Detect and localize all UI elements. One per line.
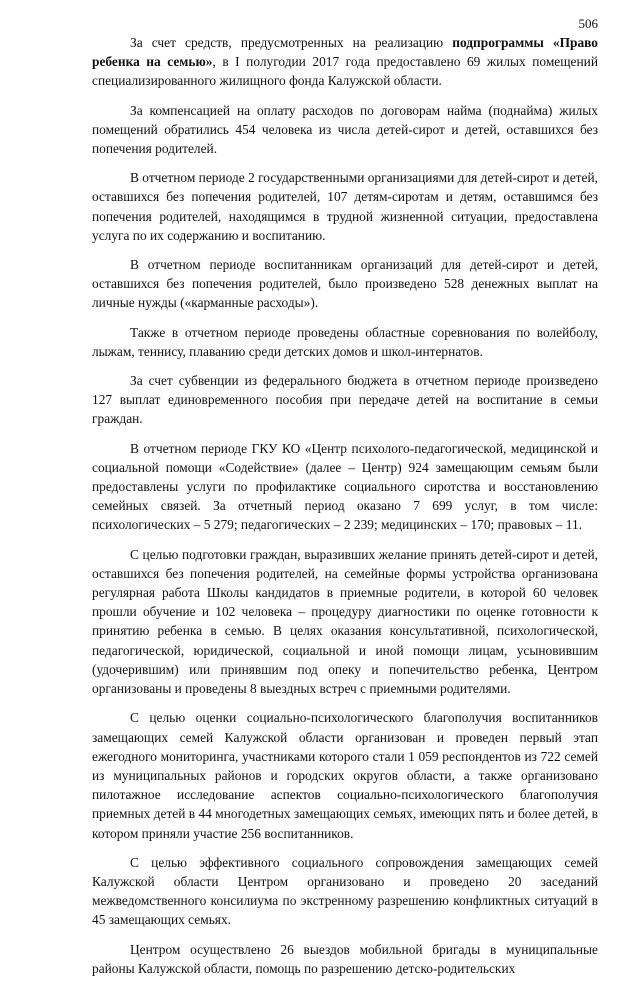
paragraph [92,168,598,245]
paragraph-text: , в I полугодии 2017 года предоставлено 69 жилых помещений специализированного жилищного фонда Калужской области. [92,54,599,89]
paragraph [92,101,598,159]
paragraph-text: Также в отчетном периоде проведены областные соревнования по волейболу, лыжам, теннису, плаванию среди детских домов и школ-интернатов. [92,324,598,359]
paragraph [92,940,598,978]
paragraph-text: За счет субвенции из федерального бюджета в отчетном периоде произведено 127 выплат единовременного пособия при передаче детей на воспитание в семьи граждан. [92,373,598,427]
paragraph-text: В отчетном периоде 2 государственными организациями для детей-сирот и детей, оставшихся без попечения родителей, 107 детям-сиротам и детям, оставшимся без попечения родителей, находящимся в трудной жизненной ситуации, предоставлена услуга по их содержанию и воспитанию. [92,170,598,243]
paragraph [92,255,598,313]
paragraph-text: За компенсацией на оплату расходов по договорам найма (поднайма) жилых помещений обратились 454 человека из числа детей-сирот и детей, оставшихся без попечения родителей. [92,102,598,157]
paragraph-text: В отчетном периоде ГКУ КО «Центр психолого-педагогической, медицинской и социальной помощи «Содействие» (далее – Центр) 924 замещающим семьям были предоставлены услуги по профилактике социального сиротства и восстановлению семейных связей. За отчетный период оказано 7 699 услуг, в том числе: психологических – 5 279; педагогических – 2 239; медицинских – 170; правовых – 11. [92,440,598,533]
page-number: 506 [578,16,598,31]
paragraph-text: С целью оценки социально-психологического благополучия воспитанников замещающих семей Калужской области организован и проведен первый этап ежегодного мониторинга, участниками которого стали 1 059 респондентов из 722 семей из муниципальных районов и городских округов области, а также организовано пилотажное исследование аспектов социально-психологического благополучия приемных детей в 44 многодетных замещающих семьях, имеющих пять и более детей, в котором приняли участие 256 воспитанников. [92,710,598,841]
paragraph [92,371,598,429]
paragraph-text: С целью эффективного социального сопровождения замещающих семей Калужской области Центром организовано и проведено 20 заседаний межведомственного консилиума по экстренному разрешению конфликтных ситуаций в 45 замещающих семьях. [92,854,598,928]
paragraph [92,323,598,361]
paragraph [92,708,598,842]
paragraph-text: В отчетном периоде воспитанникам организаций для детей-сирот и детей, оставшихся без попечения родителей, было произведено 528 денежных выплат на личные нужды («карманные расходы»). [92,257,598,311]
paragraph-text: С целью подготовки граждан, выразивших желание принять детей-сирот и детей, оставшихся без попечения родителей, на семейные формы устройства организована регулярная работа Школы кандидатов в приемные родители, в которой 60 человек прошли обучение и 102 человека – процедуру диагностики по оценке готовности к принятию ребенка в семью. В целях оказания консультативной, психологической, педагогической, юридической, социальной и иной помощи лицам, усыновившим (удочерившим) или принявшим под опеку и попечительство ребенка, Центром организованы и проведены 8 выездных встреч с приемными родителями. [92,546,598,697]
paragraph-text: Центром осуществлено 26 выездов мобильной бригады в муниципальные районы Калужской области, помощь по разрешению детско-родительских [92,941,598,976]
paragraph [92,439,598,535]
document-body [92,33,598,988]
paragraph [92,545,598,699]
paragraph [92,33,598,91]
bold-text: подпрограммы «Право ребенка на семью» [92,35,598,70]
paragraph-text: За счет средств, предусмотренных на реализацию [130,35,453,50]
paragraph [92,853,598,930]
